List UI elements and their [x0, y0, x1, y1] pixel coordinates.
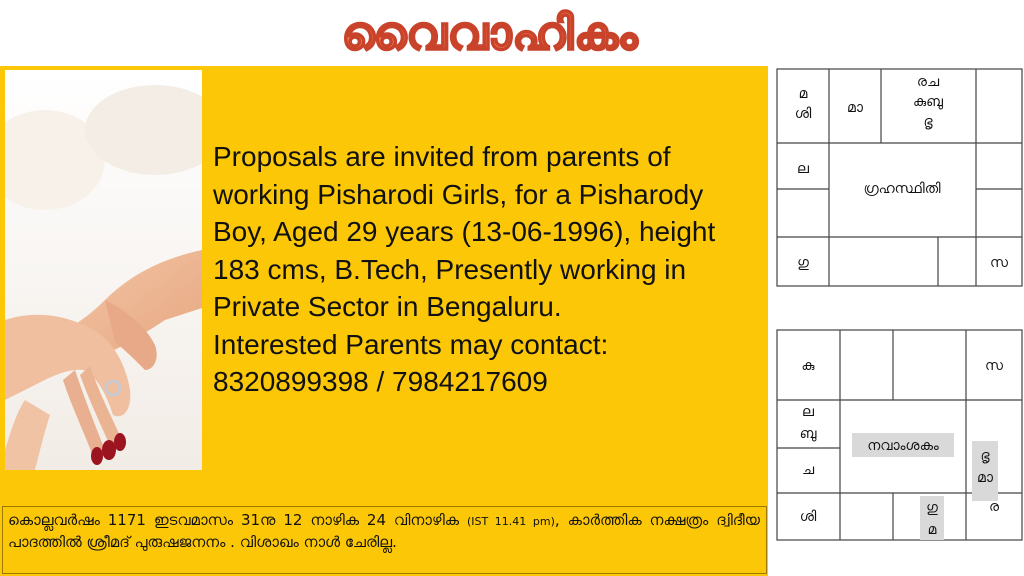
rasi-cell-text: കുബു	[913, 94, 943, 110]
proposal-line: Proposals are invited from parents of	[213, 141, 671, 172]
proposal-line: working Pisharodi Girls, for a Pisharody	[213, 178, 704, 210]
birth-details-text	[8, 510, 760, 552]
navamsa-cell-text: ച	[801, 462, 815, 478]
navamsa-center-label: നവാംശകം	[867, 438, 939, 454]
contact-numbers: 8320899398 / 7984217609	[213, 366, 548, 397]
rasi-cell-text: മ	[798, 86, 808, 102]
proposal-line: Private Sector in Bengaluru.	[213, 291, 562, 322]
proposal-text	[213, 138, 753, 401]
birth-time-ist: (IST 11.41 pm)	[466, 515, 555, 528]
rasi-cell-text: സ	[990, 255, 1008, 271]
navamsa-cell-text: സ	[985, 358, 1003, 374]
horoscope-grid	[776, 68, 1023, 542]
navamsa-cell-text: ബു	[799, 426, 817, 442]
rasi-cell-text: ശി	[794, 106, 812, 122]
navamsa-cell-text: ല	[802, 404, 814, 420]
navamsa-cell-text: ര	[988, 499, 1000, 515]
birth-details-part1: കൊല്ലവർഷം 1171 ഇടവമാസം 31നു 12 നാഴിക 24 വിനാഴിക	[8, 511, 467, 529]
horoscope-charts	[776, 68, 1023, 542]
navamsa-cell-text: ശി	[799, 509, 817, 525]
rasi-cell-text: ഭൃ	[923, 114, 933, 130]
navamsa-cell-text: കു	[801, 358, 815, 374]
rasi-cell-text: ഗു	[797, 255, 809, 271]
proposal-line: Interested Parents may contact:	[213, 328, 609, 360]
proposal-line: 183 cms, B.Tech, Presently working in	[213, 253, 687, 285]
rasi-center-label: ഗ്രഹസ്ഥിതി	[863, 181, 941, 197]
proposal-line: Boy, Aged 29 years (13-06-1996), height	[213, 216, 716, 247]
navamsa-cell-text: ഗു	[926, 500, 938, 516]
rasi-cell-text: ല	[797, 161, 809, 177]
birth-details-part2: , കാർത്തിക നക്ഷത്രം ദ്വിദീയ പാദത്തിൽ ശ്രീമദ് പുരുഷജനനം . വിശാഖം നാൾ ചേരില്ല.	[8, 511, 760, 551]
navamsa-cell-text: മാ	[977, 470, 993, 486]
page-title: വൈവാഹികം	[341, 6, 639, 60]
holding-hands-illustration	[5, 70, 202, 470]
rasi-cell-text: രച	[916, 74, 940, 90]
navamsa-cell-text: ഭൃ	[980, 448, 990, 464]
navamsa-cell-text: മ	[927, 522, 937, 538]
holding-hands-photo	[5, 70, 202, 470]
rasi-cell-text: മാ	[847, 100, 863, 116]
